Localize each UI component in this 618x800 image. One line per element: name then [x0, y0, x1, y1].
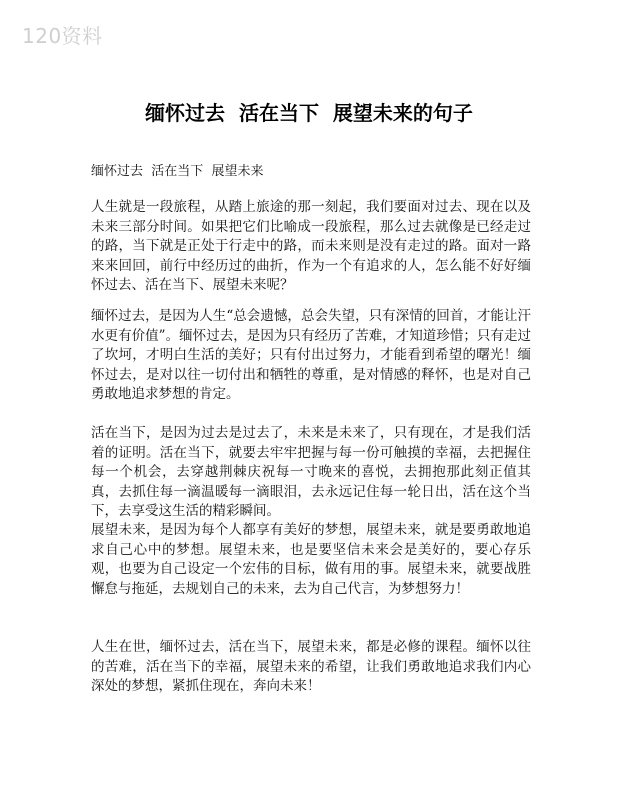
paragraph-live-present: 活在当下，是因为过去是过去了，未来是未来了，只有现在，才是我们活着的证明。活在当下，就要去牢牢把握与每一份可触摸的幸福，去把握住每一个机会，去穿越荆棘庆祝每一寸晚来的喜悦，去拥抱那此刻正值其真，去抓住每一滴温暖每一滴眼泪，去永远记住每一轮日出，活在这个当下，去享受这生活的精彩瞬间。	[91, 425, 531, 520]
watermark-logo: 120资料	[22, 24, 103, 48]
paragraph-cherish-past: 缅怀过去，是因为人生“总会遗憾，总会失望，只有深情的回首，才能让汗水更有价值”。缅怀过去，是因为只有经历了苦难，才知道珍惜；只有走过了坎坷，才明白生活的美好；只有付出过努力，才能看到希望的曙光！缅怀过去，是对以往一切付出和牺牲的尊重，是对情感的释怀，也是对自己勇敢地追求梦想的肯定。	[91, 308, 531, 403]
page-title: 缅怀过去 活在当下 展望未来的句子	[145, 101, 473, 125]
paragraph-conclusion: 人生在世，缅怀过去，活在当下，展望未来，都是必修的课程。缅怀以往的苦难，活在当下的幸福，展望未来的希望，让我们勇敢地追求我们内心深处的梦想，紧抓住现在，奔向未来！	[91, 639, 531, 695]
paragraph-intro: 人生就是一段旅程，从踏上旅途的那一刻起，我们要面对过去、现在以及未来三部分时间。如果把它们比喻成一段旅程，那么过去就像是已经走过的路，当下就是正处于行走中的路，而未来则是没有走过的路。面对一路来来回回，前行中经历过的曲折，作为一个有追求的人，怎么能不好好缅怀过去、活在当下、展望未来呢？	[91, 199, 531, 294]
paragraph-look-future: 展望未来，是因为每个人都享有美好的梦想，展望未来，就是要勇敢地追求自己心中的梦想。展望未来，也是要坚信未来会是美好的，要心存乐观，也要为自己设定一个宏伟的目标，做有用的事。展望未来，就要战胜懈怠与拖延，去规划自己的未来，去为自己代言，为梦想努力！	[91, 522, 531, 597]
subtitle: 缅怀过去 活在当下 展望未来	[91, 164, 264, 179]
